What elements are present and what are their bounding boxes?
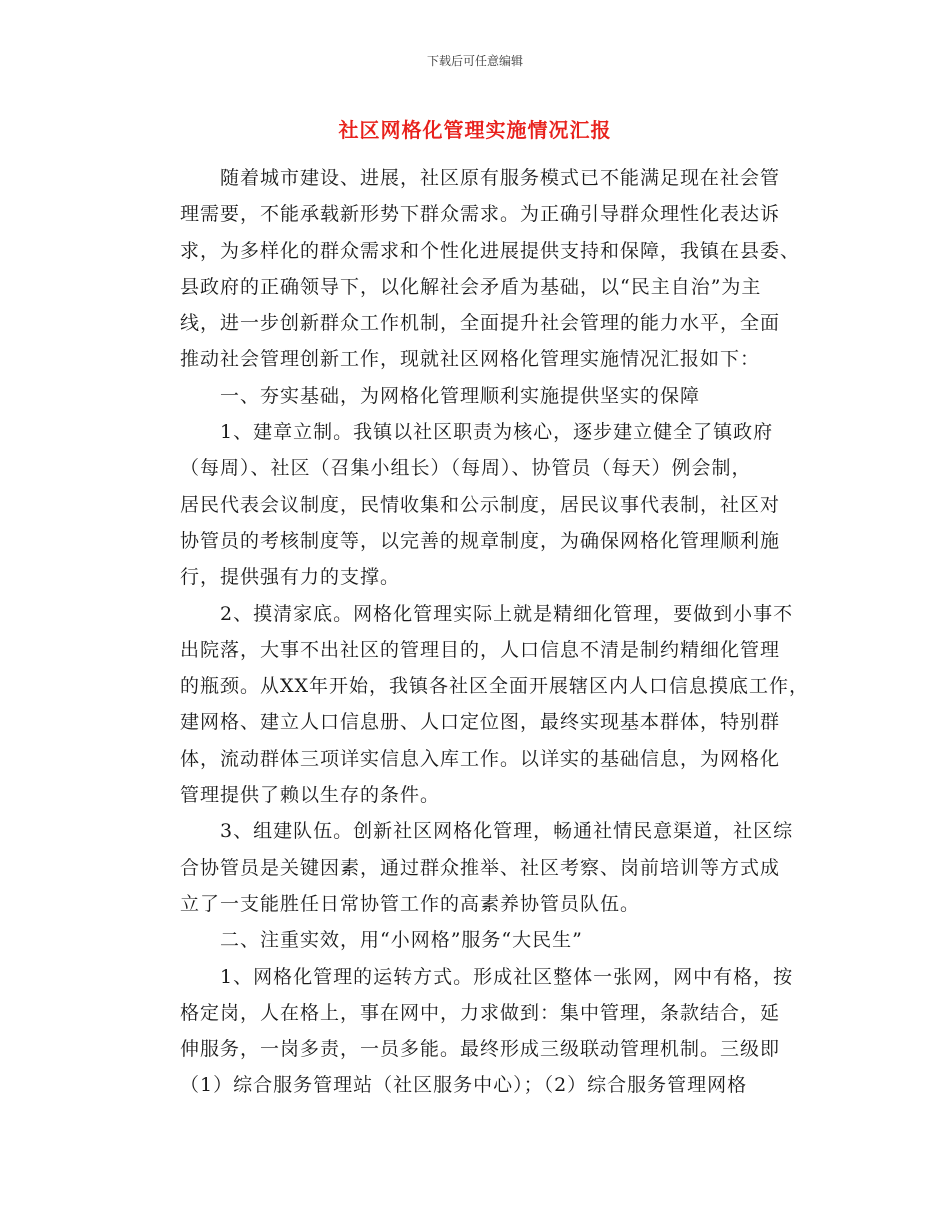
text-line: 理需要，不能承载新形势下群众需求。为正确引导群众理性化表达诉 [180,203,781,226]
text-line: 1、建章立制。我镇以社区职责为核心，逐步建立健全了镇政府 [220,421,774,444]
text-line: 管理提供了赖以生存的条件。 [180,784,441,807]
text-line: 出院落，大事不出社区的管理目的，人口信息不清是制约精细化管理 [180,638,781,661]
paragraph-operation [142,959,812,1104]
text-line: （1）综合服务管理站（社区服务中心）；（2）综合服务管理网格 [180,1074,748,1097]
text-line: 合协管员是关键因素，通过群众推举、社区考察、岗前培训等方式成 [180,856,781,879]
text-line: 建网格、建立人口信息册、人口定位图，最终实现基本群体，特别群 [180,711,781,734]
text-line: 3、组建队伍。创新社区网格化管理，畅通社情民意渠道，社区综 [220,820,794,843]
text-line: 求，为多样化的群众需求和个性化进展提供支持和保障，我镇在县委、 [180,239,801,262]
text-line: 居民代表会议制度，民情收集和公示制度，居民议事代表制，社区对 [180,493,781,516]
section-heading-2 [142,922,812,958]
text-line: 1、网格化管理的运转方式。形成社区整体一张网，网中有格，按 [220,965,794,988]
text-line: 格定岗，人在格上，事在网中，力求做到：集中管理，条款结合，延 [180,1001,781,1024]
text-line: 推动社会管理创新工作，现就社区网格化管理实施情况汇报如下： [180,348,761,371]
intro-paragraph [142,160,812,378]
text-line: 随着城市建设、进展，社区原有服务模式已不能满足现在社会管 [220,167,781,189]
document-body [142,160,812,1104]
text-line: 县政府的正确领导下，以化解社会矛盾为基础，以“民主自治”为主 [180,275,762,298]
page-header: 下载后可任意编辑 [426,54,523,68]
heading-line: 二、注重实效，用“小网格”服务“大民生” [220,929,583,952]
text-line: 2、摸清家底。网格化管理实际上就是精细化管理，要做到小事不 [220,602,794,625]
text-line: 的瓶颈。从XX年开始，我镇各社区全面开展辖区内人口信息摸底工作， [180,675,810,698]
heading-line: 一、夯实基础，为网格化管理顺利实施提供坚实的保障 [220,384,701,407]
text-line: 体，流动群体三项详实信息入库工作。以详实的基础信息，为网格化 [180,747,781,770]
document-title: 社区网格化管理实施情况汇报 [338,118,612,142]
paragraph-team [142,813,812,922]
text-line: 线，进一步创新群众工作机制，全面提升社会管理的能力水平，全面 [180,312,781,335]
text-line: 行，提供强有力的支撑。 [180,566,401,589]
section-heading-1 [142,378,812,414]
paragraph-rules [142,414,812,595]
paragraph-baseline [142,596,812,814]
text-line: 协管员的考核制度等，以完善的规章制度，为确保网格化管理顺利施 [180,529,781,552]
text-line: 立了一支能胜任日常协管工作的高素养协管员队伍。 [180,892,641,915]
text-line: 伸服务，一岗多责，一员多能。最终形成三级联动管理机制。三级即 [180,1038,781,1061]
text-line: （每周）、社区（召集小组长）（每周）、协管员（每天）例会制， [180,457,752,480]
